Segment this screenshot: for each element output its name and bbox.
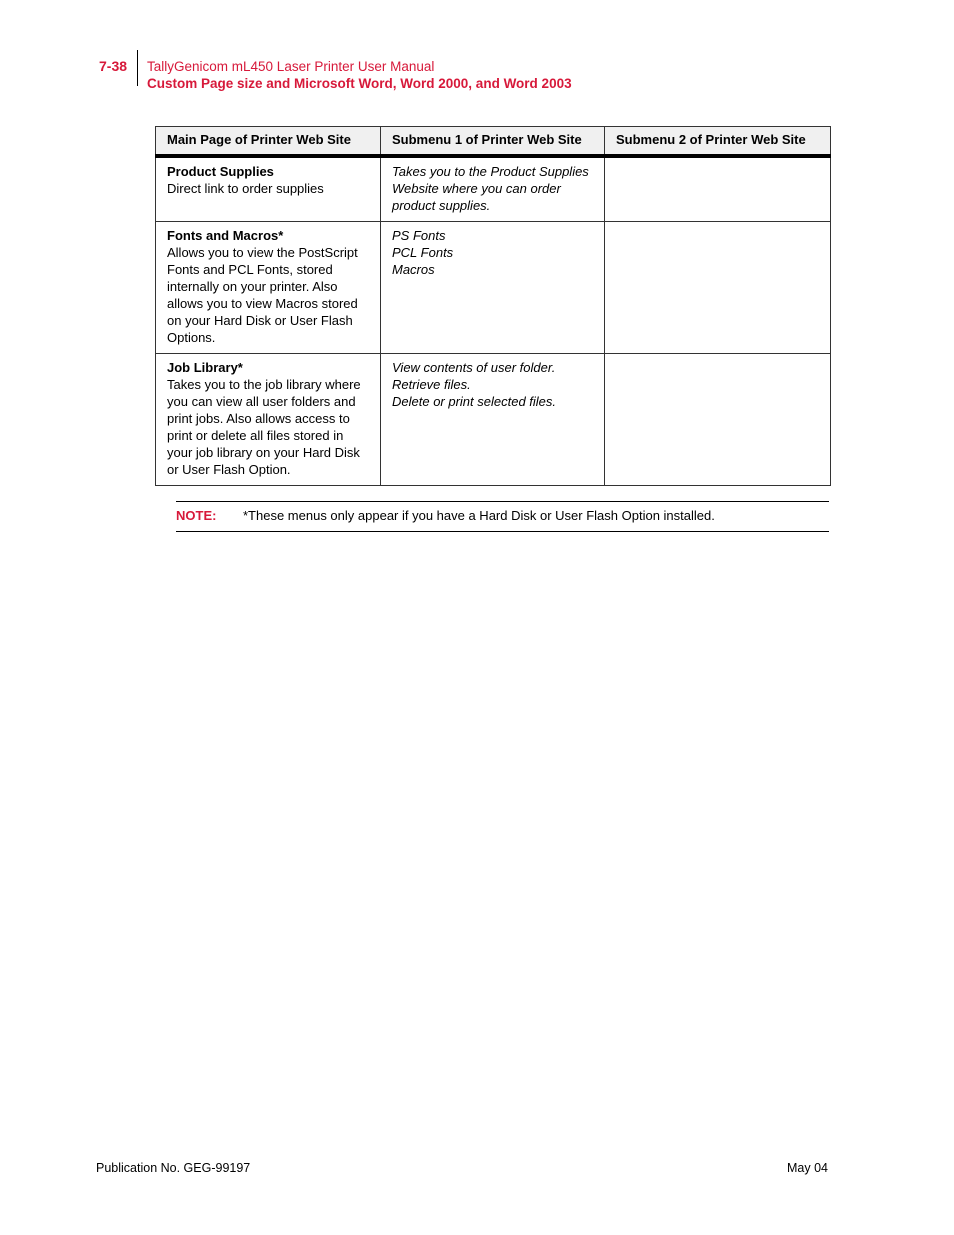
- note-text: *These menus only appear if you have a Hard Disk or User Flash Option installed.: [243, 508, 715, 523]
- submenu-item: PCL Fonts: [392, 245, 454, 260]
- row-description: Direct link to order supplies: [167, 181, 324, 196]
- table-row: [156, 156, 831, 222]
- row-title: Fonts and Macros*: [167, 228, 284, 243]
- submenu-item: Macros: [392, 262, 435, 277]
- section-title: Custom Page size and Microsoft Word, Word 2000, and Word 2003: [147, 76, 572, 91]
- header-divider: [137, 50, 138, 86]
- printer-web-site-table: [155, 126, 831, 486]
- column-header-main-page: Main Page of Printer Web Site: [156, 127, 381, 157]
- publication-date: May 04: [787, 1161, 828, 1175]
- submenu-1-cell: [381, 354, 605, 486]
- submenu-item: Delete or print selected files.: [392, 394, 557, 409]
- submenu-item: Retrieve files.: [392, 377, 471, 392]
- table-row: [156, 354, 831, 486]
- submenu-1-cell: [381, 156, 605, 222]
- row-description: Allows you to view the PostScript Fonts and PCL Fonts, stored internally on your printer. Also allows you to view Macros stored on your Hard Disk or User Flash Options.: [167, 245, 358, 345]
- manual-title: TallyGenicom mL450 Laser Printer User Manual: [147, 59, 435, 74]
- table-row: [156, 222, 831, 354]
- submenu-item: PS Fonts: [392, 228, 446, 243]
- row-title: Job Library*: [167, 360, 243, 375]
- note-box: [176, 501, 829, 532]
- submenu-2-cell: [605, 156, 831, 222]
- note-label: NOTE:: [176, 508, 217, 523]
- page-number: 7-38: [99, 58, 128, 74]
- main-page-cell: [156, 222, 381, 354]
- column-header-submenu-2: Submenu 2 of Printer Web Site: [605, 127, 831, 157]
- submenu-2-cell: [605, 222, 831, 354]
- submenu-2-cell: [605, 354, 831, 486]
- main-page-cell: [156, 156, 381, 222]
- submenu-1-cell: [381, 222, 605, 354]
- row-description: Takes you to the job library where you can view all user folders and print jobs. Also allows access to print or delete all files stored in your job library on your Hard Disk or User Flash Option.: [167, 377, 361, 477]
- table-header-row: [156, 127, 831, 157]
- submenu-item: Takes you to the Product Supplies Website where you can order product supplies.: [392, 164, 589, 213]
- main-page-cell: [156, 354, 381, 486]
- column-header-submenu-1: Submenu 1 of Printer Web Site: [381, 127, 605, 157]
- row-title: Product Supplies: [167, 164, 274, 179]
- submenu-item: View contents of user folder.: [392, 360, 556, 375]
- publication-number: Publication No. GEG-99197: [96, 1161, 251, 1175]
